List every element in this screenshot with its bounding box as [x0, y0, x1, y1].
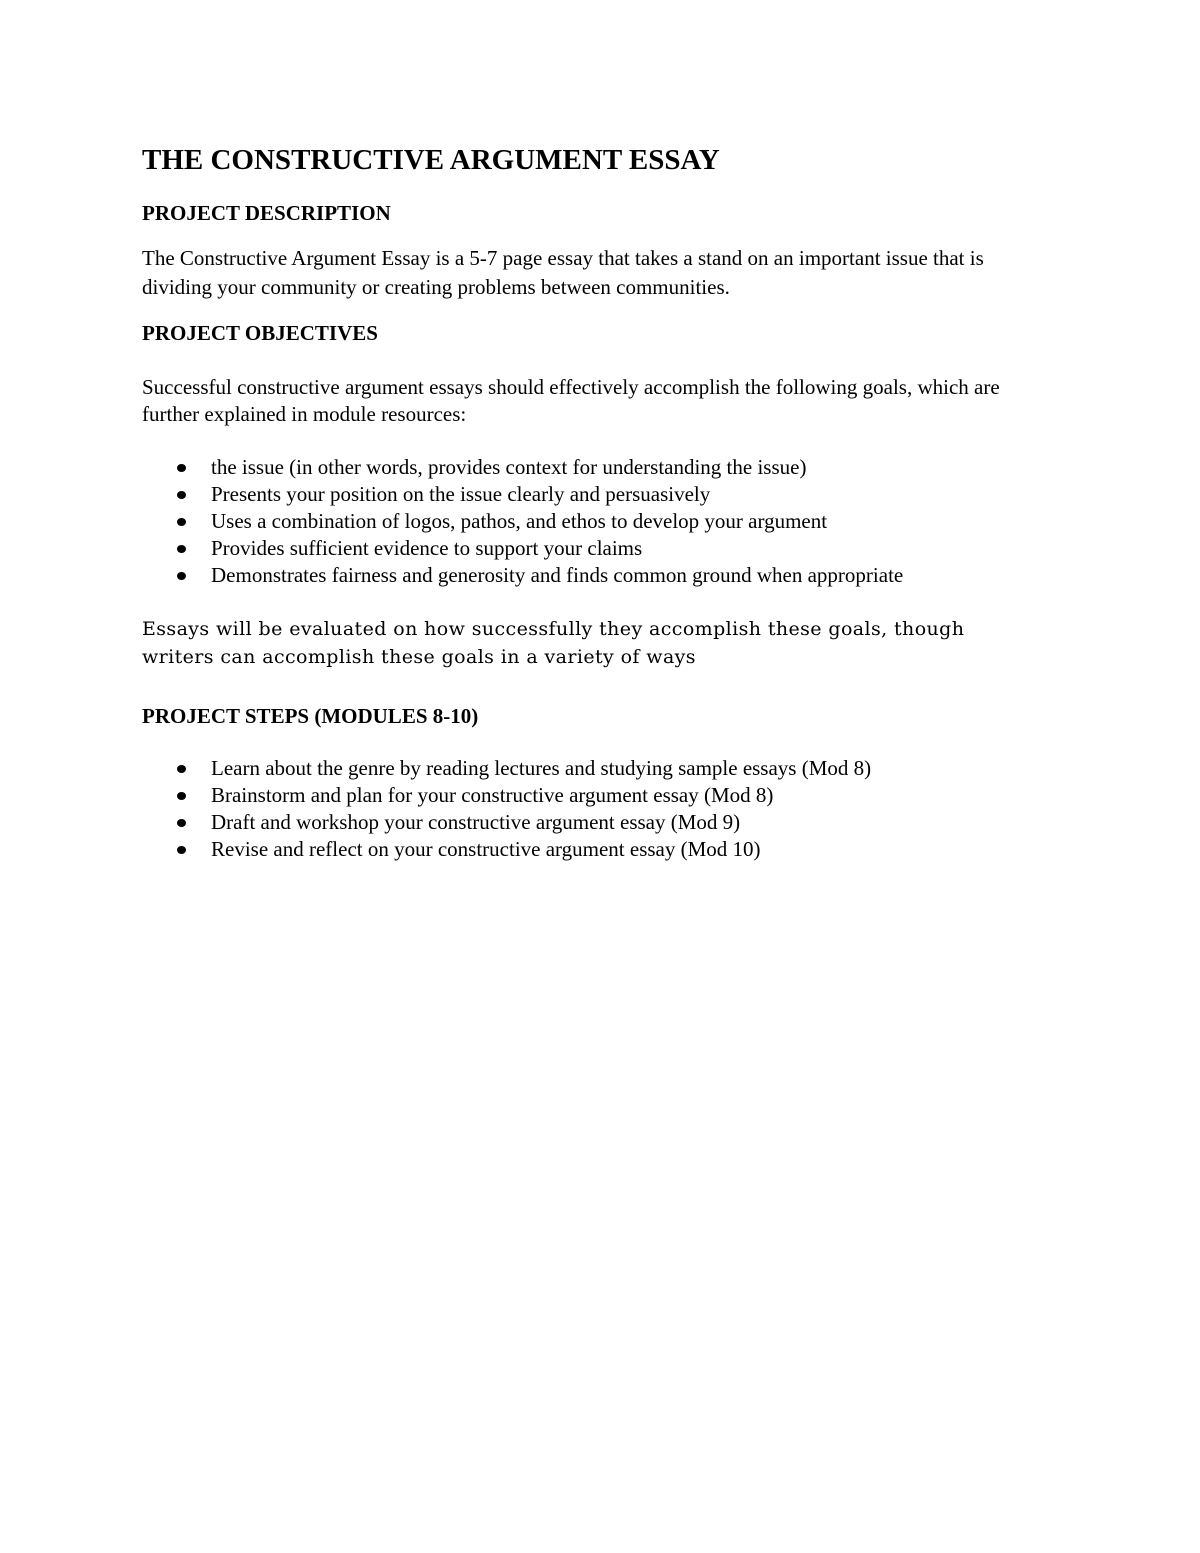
- list-item: [142, 508, 1042, 535]
- list-item: [142, 755, 1042, 782]
- list-item-text: Provides sufficient evidence to support your claims: [211, 536, 643, 560]
- description-text: The Constructive Argument Essay is a 5-7 page essay that takes a stand on an important issue that is dividing your community or creating problems between communities.: [142, 246, 984, 299]
- bullet-icon: [177, 819, 186, 827]
- bullet-icon: [177, 545, 186, 553]
- document-title: THE CONSTRUCTIVE ARGUMENT ESSAY: [142, 144, 720, 176]
- steps-heading: PROJECT STEPS (MODULES 8-10): [142, 704, 479, 728]
- list-item-text: Demonstrates fairness and generosity and finds common ground when appropriate: [211, 563, 904, 587]
- list-item: [142, 562, 1042, 589]
- list-item: [142, 836, 1042, 863]
- steps-list: [142, 755, 1042, 863]
- objectives-intro: Successful constructive argument essays should effectively accomplish the following goals, which are further explained in module resources:: [142, 375, 1000, 426]
- bullet-icon: [177, 792, 186, 800]
- bullet-icon: [177, 491, 186, 499]
- description-heading: PROJECT DESCRIPTION: [142, 201, 391, 225]
- list-item-text: Draft and workshop your constructive argument essay (Mod 9): [211, 810, 741, 834]
- list-item-text: Presents your position on the issue clearly and persuasively: [211, 482, 711, 506]
- list-item: [142, 454, 1042, 481]
- bullet-icon: [177, 846, 186, 854]
- list-item-text: Uses a combination of logos, pathos, and ethos to develop your argument: [211, 509, 828, 533]
- objectives-list: [142, 454, 1042, 589]
- bullet-icon: [177, 572, 186, 580]
- list-item-text: Brainstorm and plan for your constructive argument essay (Mod 8): [211, 783, 774, 807]
- bullet-icon: [177, 765, 186, 773]
- list-item: [142, 809, 1042, 836]
- evaluation-text: Essays will be evaluated on how successfully they accomplish these goals, though writers can accomplish these goals in a variety of ways: [142, 618, 965, 668]
- list-item-text: Learn about the genre by reading lectures and studying sample essays (Mod 8): [211, 756, 872, 780]
- list-item-text: the issue (in other words, provides context for understanding the issue): [211, 455, 807, 479]
- list-item: [142, 782, 1042, 809]
- bullet-icon: [177, 464, 186, 472]
- list-item: [142, 535, 1042, 562]
- document-page: [142, 138, 1042, 863]
- bullet-icon: [177, 518, 186, 526]
- objectives-heading: PROJECT OBJECTIVES: [142, 321, 378, 345]
- list-item: [142, 481, 1042, 508]
- list-item-text: Revise and reflect on your constructive argument essay (Mod 10): [211, 837, 761, 861]
